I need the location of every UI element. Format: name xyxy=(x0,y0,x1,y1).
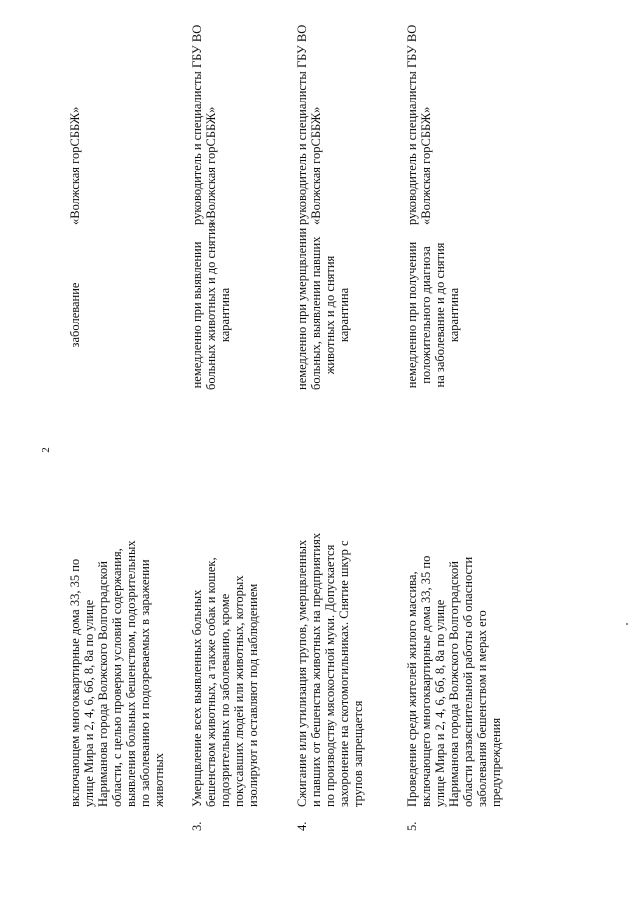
text-line: изолируют и оставляют под наблюдением xyxy=(246,583,260,807)
text-line: «Волжская горСББЖ» xyxy=(419,106,433,225)
text-line: области, с целью проверки условий содержания, xyxy=(110,548,124,807)
text-line: Умерщвление всех выявленных больных xyxy=(190,589,204,807)
measure-description xyxy=(190,402,260,807)
text-line: трупов запрещается xyxy=(351,700,365,807)
text-line: захоронение на скотомогильниках. Снятие шкур с xyxy=(337,540,351,807)
text-line: заболевания бешенством и мерах его xyxy=(475,610,489,807)
text-line: животных и до снятия xyxy=(323,255,337,375)
measure-description xyxy=(295,402,365,807)
text-line: улице Мира и 2, 4, 6, 6б, 8, 8а по улице xyxy=(433,599,447,807)
text-line: немедленно при умерщвлении xyxy=(295,227,309,390)
text-line: бешенством животных, а также собак и кошек, xyxy=(204,557,218,807)
responsible xyxy=(405,24,433,225)
deadline xyxy=(68,240,82,390)
text-line: включающего многоквартирные дома 33, 35 по xyxy=(419,555,433,807)
scan-speck xyxy=(626,623,628,625)
text-line: области разъяснительной работы об опасности xyxy=(461,556,475,807)
text-line: карантина xyxy=(337,287,351,343)
measure-description xyxy=(405,402,503,807)
text-line: Нариманова города Волжского Волгоградской xyxy=(447,561,461,807)
row-number: 5. xyxy=(405,821,419,831)
text-line: по заболеванию и подозреваемых в заражении xyxy=(138,559,152,807)
text-line: руководитель и специалисты ГБУ ВО xyxy=(295,24,309,225)
responsible xyxy=(295,24,323,225)
deadline xyxy=(405,240,461,390)
text-line: выявления больных бешенством, подозрительных xyxy=(124,540,138,807)
text-line: руководитель и специалисты ГБУ ВО xyxy=(190,24,204,225)
text-line: на заболевание и до снятия xyxy=(433,242,447,388)
deadline xyxy=(190,222,232,390)
text-line: карантина xyxy=(447,287,461,343)
text-line: положительного диагноза xyxy=(419,246,433,384)
text-line: включающем многоквартирные дома 33, 35 по xyxy=(68,558,82,807)
measure-description xyxy=(68,402,166,807)
text-line: предупреждения xyxy=(489,717,503,807)
text-line: заболевание xyxy=(68,282,82,348)
text-line: руководитель и специалисты ГБУ ВО xyxy=(405,24,419,225)
text-line: улице Мира и 2, 4, 6, 6б, 8, 8а по улице xyxy=(82,599,96,807)
text-line: карантина xyxy=(218,287,232,343)
page-number: 2 xyxy=(40,447,52,453)
responsible xyxy=(190,24,218,225)
text-line: больных, выявлении павших xyxy=(309,236,323,390)
text-line: покусавших людей или животных, которых xyxy=(232,575,246,807)
text-line: немедленно при получении xyxy=(405,241,419,389)
row-number: 4. xyxy=(295,821,309,831)
text-line: подозрительных по заболеванию, кроме xyxy=(218,593,232,807)
text-line: по производству мясокостной муки. Допускается xyxy=(323,544,337,807)
text-line: животных xyxy=(152,752,166,807)
text-line: и павших от бешенства животных на предприятиях xyxy=(309,532,323,807)
row-number: 3. xyxy=(190,821,204,831)
text-line: Нариманова города Волжского Волгоградской xyxy=(96,561,110,807)
text-line: «Волжская горСББЖ» xyxy=(68,106,82,225)
text-line: больных животных и до снятия xyxy=(204,222,218,390)
text-line: Сжигание или утилизация трупов, умерщвленных xyxy=(295,539,309,807)
text-line: Проведение среди жителей жилого массива, xyxy=(405,571,419,807)
text-line: немедленно при выявлении xyxy=(190,241,204,389)
deadline xyxy=(295,227,351,390)
text-line: «Волжская горСББЖ» xyxy=(204,106,218,225)
text-line: «Волжская горСББЖ» xyxy=(309,106,323,225)
responsible xyxy=(68,65,82,225)
